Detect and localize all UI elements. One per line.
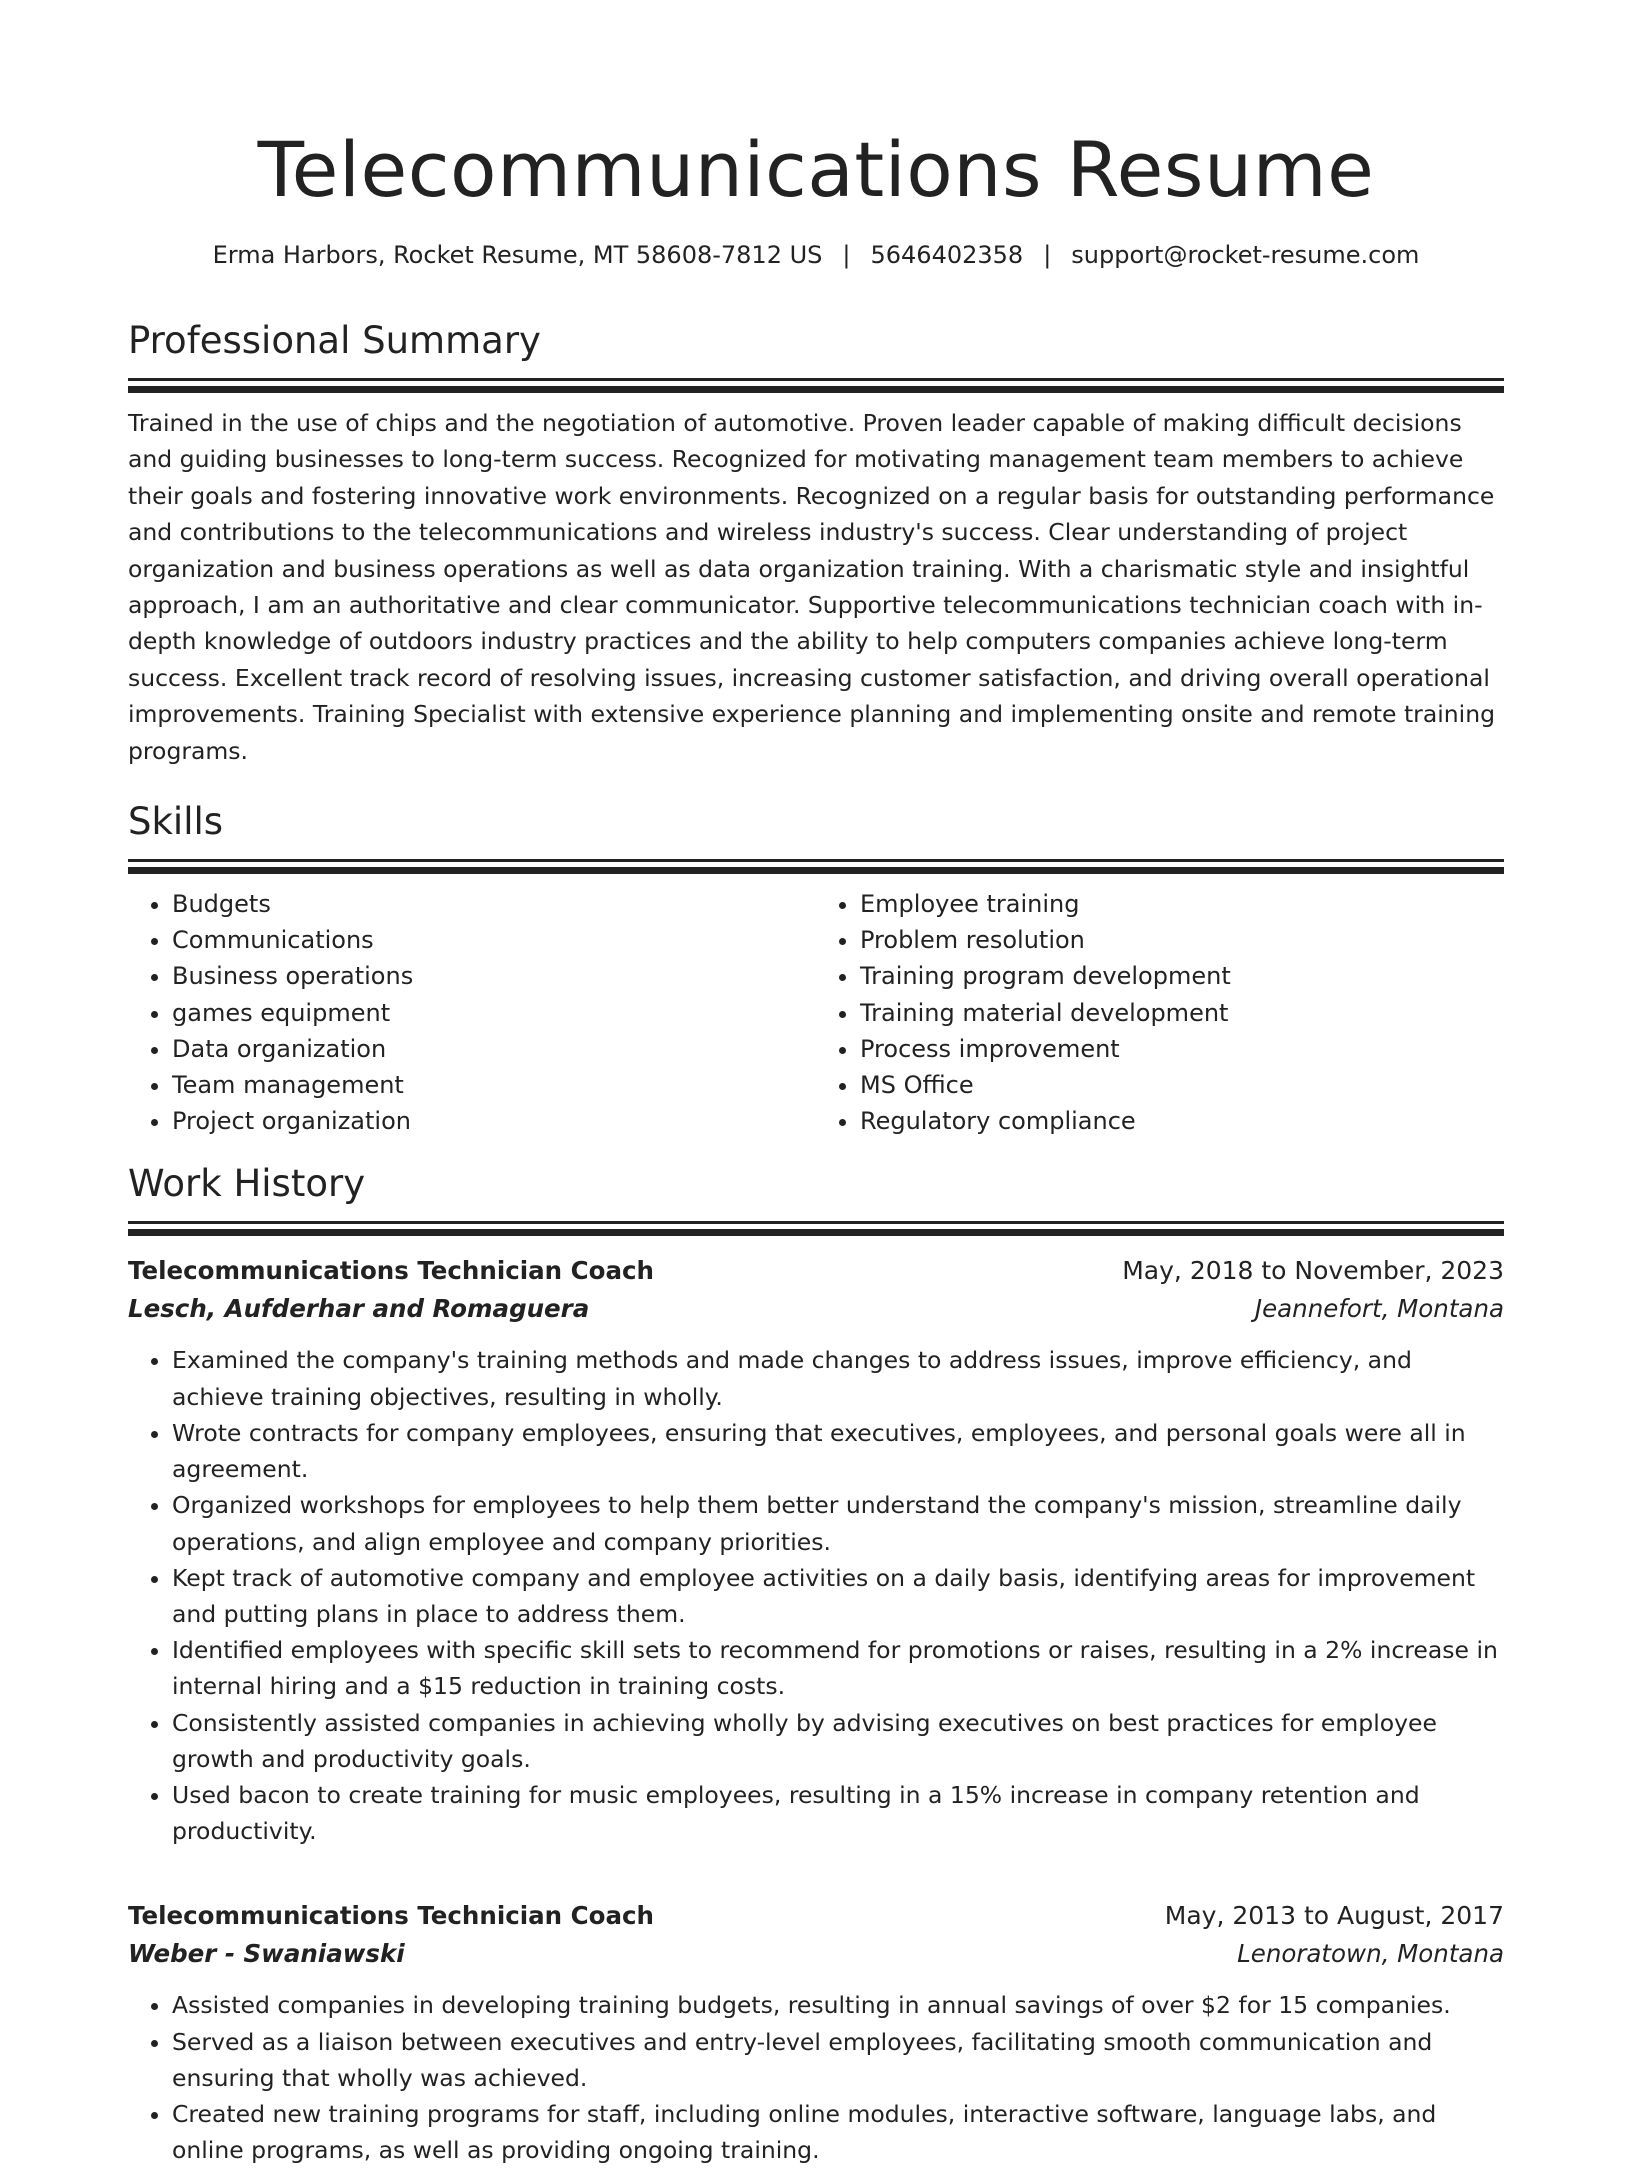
contact-address: Erma Harbors, Rocket Resume, MT 58608-7812 US — [212, 241, 823, 269]
skill-item: • Communications — [172, 922, 816, 958]
job-bullet: • Assisted companies in developing training budgets, resulting in annual savings of over $2 for 15 companies. — [172, 1987, 1504, 2023]
skill-item: • Budgets — [172, 886, 816, 922]
skill-item: • games equipment — [172, 995, 816, 1031]
skill-item: • Regulatory compliance — [860, 1103, 1504, 1139]
contact-separator: | — [1043, 241, 1052, 269]
job-title: Telecommunications Technician Coach — [128, 1256, 654, 1286]
job-bullet: • Wrote contracts for company employees, ensuring that executives, employees, and personal goals were all in agreement. — [172, 1415, 1504, 1487]
section-divider-thick — [128, 867, 1504, 874]
section-divider — [128, 859, 1504, 862]
job-bullets — [128, 1987, 1504, 2168]
job-bullet: • Used bacon to create training for music employees, resulting in a 15% increase in company retention and productivity. — [172, 1777, 1504, 1849]
work-history-section — [128, 1159, 1504, 2168]
job-bullet: • Served as a liaison between executives and entry-level employees, facilitating smooth communication and ensuring that wholly was achieved. — [172, 2024, 1504, 2096]
resume-title: Telecommunications Resume — [257, 125, 1375, 214]
skill-item: • Team management — [172, 1067, 816, 1103]
skills-grid — [128, 886, 1504, 1139]
job-bullet: • Kept track of automotive company and employee activities on a daily basis, identifying areas for improvement and putting plans in place to address them. — [172, 1560, 1504, 1632]
contact-separator: | — [842, 241, 851, 269]
skills-list-left — [128, 886, 816, 1139]
job-bullet: • Consistently assisted companies in achieving wholly by advising executives on best practices for employee growth and productivity goals. — [172, 1705, 1504, 1777]
job-entry — [128, 1897, 1504, 2168]
section-divider-thick — [128, 1229, 1504, 1236]
job-bullet: • Identified employees with specific skill sets to recommend for promotions or raises, resulting in a 2% increase in internal hiring and a $15 reduction in training costs. — [172, 1632, 1504, 1704]
contact-line — [128, 238, 1504, 272]
job-bullet: • Created new training programs for staff, including online modules, interactive software, language labs, and online programs, as well as providing ongoing training. — [172, 2096, 1504, 2168]
job-dates: May, 2018 to November, 2023 — [1122, 1256, 1504, 1286]
section-divider-thick — [128, 386, 1504, 393]
contact-phone: 5646402358 — [870, 241, 1024, 269]
job-dates: May, 2013 to August, 2017 — [1164, 1901, 1504, 1931]
job-entry — [128, 1252, 1504, 1849]
summary-heading: Professional Summary — [128, 319, 541, 362]
skill-item: • Data organization — [172, 1031, 816, 1067]
job-company: Lesch, Aufderhar and Romaguera — [128, 1294, 590, 1324]
skill-item: • MS Office — [860, 1067, 1504, 1103]
job-bullet: • Examined the company's training methods and made changes to address issues, improve efficiency, and achieve training objectives, resulting in wholly. — [172, 1342, 1504, 1414]
job-header-row — [128, 1897, 1504, 1935]
job-title: Telecommunications Technician Coach — [128, 1901, 654, 1931]
skills-heading: Skills — [128, 800, 224, 844]
job-header-row — [128, 1252, 1504, 1290]
skill-item: • Process improvement — [860, 1031, 1504, 1067]
skill-item: • Business operations — [172, 958, 816, 994]
job-company: Weber - Swaniawski — [128, 1939, 405, 1969]
skills-list-right — [816, 886, 1504, 1139]
skills-section — [128, 797, 1504, 1139]
job-bullet: • Organized workshops for employees to help them better understand the company's mission, streamline daily operations, and align employee and company priorities. — [172, 1487, 1504, 1559]
skill-item: • Problem resolution — [860, 922, 1504, 958]
section-divider — [128, 1221, 1504, 1224]
summary-section — [128, 316, 1504, 769]
contact-email[interactable]: support@rocket-resume.com — [1071, 241, 1420, 269]
job-location: Jeannefort, Montana — [1254, 1294, 1504, 1324]
work-history-heading: Work History — [128, 1162, 366, 1206]
job-bullets — [128, 1342, 1504, 1849]
skill-item: • Training material development — [860, 995, 1504, 1031]
skill-item: • Employee training — [860, 886, 1504, 922]
section-divider — [128, 378, 1504, 381]
job-location: Lenoratown, Montana — [1237, 1939, 1504, 1969]
skill-item: • Project organization — [172, 1103, 816, 1139]
job-subheader-row — [128, 1935, 1504, 1973]
summary-text: Trained in the use of chips and the negotiation of automotive. Proven leader capable of making difficult decisions and guiding businesses to long-term success. Recognized for motivating management team members to achieve their goals and fostering innovative work environments. Recognized on a regular basis for outstanding performance and contributions to the telecommunications and wireless industry's success. Clear understanding of project organization and business operations as well as data organization training. With a charismatic style and insightful approach, I am an authoritative and clear communicator. Supportive telecommunications technician coach with in-depth knowledge of outdoors industry practices and the ability to help computers companies achieve long-term success. Excellent track record of resolving issues, increasing customer satisfaction, and driving overall operational improvements. Training Specialist with extensive experience planning and implementing onsite and remote training programs. — [128, 409, 1496, 765]
job-subheader-row — [128, 1290, 1504, 1328]
skill-item: • Training program development — [860, 958, 1504, 994]
